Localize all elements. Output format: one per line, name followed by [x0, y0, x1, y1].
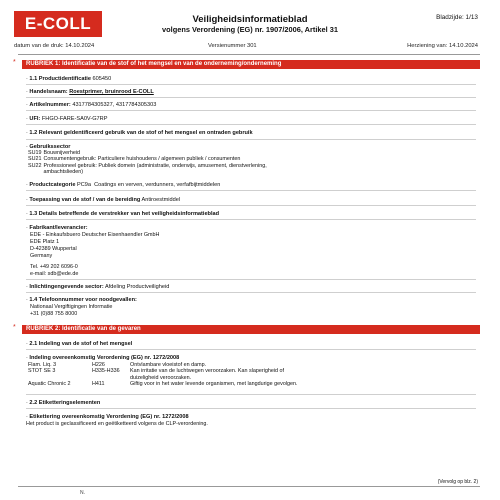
- divider: [26, 84, 476, 85]
- continued-note: (Vervolg op blz. 2): [437, 479, 478, 485]
- supplier-details-heading: · 1.3 Details betreffende de verstrekker van het veiligheidsinformatieblad: [26, 211, 220, 217]
- section-1-header: RUBRIEK 1: Identificatie van de stof of het mengsel en van de onderneming/onderneming: [22, 60, 480, 69]
- supplier-phone: Tel. +49 202 6096-0: [30, 264, 78, 270]
- print-date: datum van de druk: 14.10.2024: [14, 43, 95, 49]
- divider: [26, 124, 476, 125]
- divider: [26, 205, 476, 206]
- supplier-email[interactable]: e-mail: sdb@ede.de: [30, 271, 79, 277]
- hazard-row: Aquatic Chronic 2 H411 Giftig voor in het water levende organismen, met langdurige gevolgen.: [28, 381, 298, 388]
- hazard-row: duizeligheid veroorzaken.: [130, 374, 192, 381]
- usage-row: ambachtslieden): [43, 169, 84, 176]
- divider: [26, 110, 476, 111]
- hazard-row: STOT SE 3 H335-H336 Kan irritatie van de luchtwegen veroorzaken. Kan slaperigheid of: [28, 368, 285, 375]
- usage-row: SU22 Professioneel gebruik: Publiek domein (administratie, onderwijs, amusement, dienstverlening,: [28, 162, 267, 169]
- application: · Toepassing van de stof / van de bereiding Antiroestmiddel: [26, 197, 181, 203]
- ufi-code: · UFI: FHGO-FARE-SA0V-G7RP: [26, 116, 108, 122]
- divider: [26, 190, 476, 191]
- divider: [26, 97, 476, 98]
- article-number: · Artikelnummer: 4317784305327, 4317784305303: [26, 102, 157, 108]
- classification-regulation: · Indeling overeenkomstig Verordening (EG) nr. 1272/2008: [26, 355, 180, 361]
- emergency-line: Nationaal Vergiftigingen Informatie: [30, 304, 113, 310]
- header-divider: [18, 54, 480, 55]
- supplier-heading: · Fabrikant/leverancier:: [26, 225, 88, 231]
- divider: [26, 292, 476, 293]
- labelling-regulation: · Etikettering overeenkomstig Verordening (EG) nr. 1272/2008: [26, 414, 189, 420]
- info-department: · Inlichtingengevende sector: Afdeling Productveiligheid: [26, 284, 170, 290]
- company-logo: E-COLL: [14, 11, 102, 37]
- page-number: Bladzijde: 1/13: [436, 14, 478, 21]
- divider: [26, 139, 476, 140]
- relevant-use-heading: · 1.2 Relevant geïdentificeerd gebruik van de stof of het mengsel en ontraden gebruik: [26, 130, 253, 136]
- usage-row: SU21 Consumentengebruik: Particuliere huishoudens / algemeen publiek / consumenten: [28, 156, 241, 163]
- supplier-line: EDE - Einkaufsbuero Deutscher Eisenhaendler GmbH: [30, 232, 160, 238]
- revision-date: Herziening van: 14.10.2024: [407, 43, 478, 49]
- hazard-class-table: [28, 362, 300, 388]
- divider: [26, 279, 476, 280]
- classification-heading: · 2.1 Indeling van de stof of het mengsel: [26, 341, 133, 347]
- version-number: Versienummer 301: [208, 43, 257, 49]
- footer-divider: [18, 486, 480, 487]
- section-marker-icon: *: [13, 324, 16, 331]
- divider: [26, 408, 476, 409]
- product-category: · Productcategorie PC9a Coatings en verven, verdunners, verfafbijtmiddelen: [26, 182, 221, 188]
- labelling-text: Het product is geclassificeerd en geëtiketteerd volgens de CLP-verordening.: [26, 421, 208, 427]
- usage-row: SU19 Bouwnijverheid: [28, 150, 81, 156]
- footer-mark: N.: [80, 490, 85, 496]
- usage-sector-heading: · Gebruikssector: [26, 144, 71, 150]
- label-elements-heading: · 2.2 Etiketteringselementen: [26, 400, 101, 406]
- trade-name: · Handelsnaam: Roestprimer, bruinrood E-COLL: [26, 89, 154, 95]
- usage-sector-table: [28, 150, 269, 176]
- divider: [26, 394, 476, 395]
- divider: [26, 349, 476, 350]
- hazard-row: Flam. Liq. 3 H226 Ontvlambare vloeistof en damp.: [28, 362, 207, 368]
- divider: [26, 219, 476, 220]
- section-marker-icon: *: [13, 59, 16, 66]
- supplier-line: Germany: [30, 253, 53, 259]
- supplier-line: EDE Platz 1: [30, 239, 60, 245]
- document-subtitle: volgens Verordening (EG) nr. 1907/2006, Artikel 31: [162, 25, 338, 34]
- document-title: Veiligheidsinformatieblad: [192, 14, 308, 25]
- emergency-phone-heading: · 1.4 Telefoonnummer voor noodgevallen:: [26, 297, 137, 303]
- emergency-line: +31 (0)88 755 8000: [30, 311, 78, 317]
- supplier-line: D-42389 Wuppertal: [30, 246, 77, 252]
- product-identifier: · 1.1 Productidentificatie 605450: [26, 76, 112, 82]
- section-2-header: RUBRIEK 2: Identificatie van de gevaren: [22, 325, 480, 334]
